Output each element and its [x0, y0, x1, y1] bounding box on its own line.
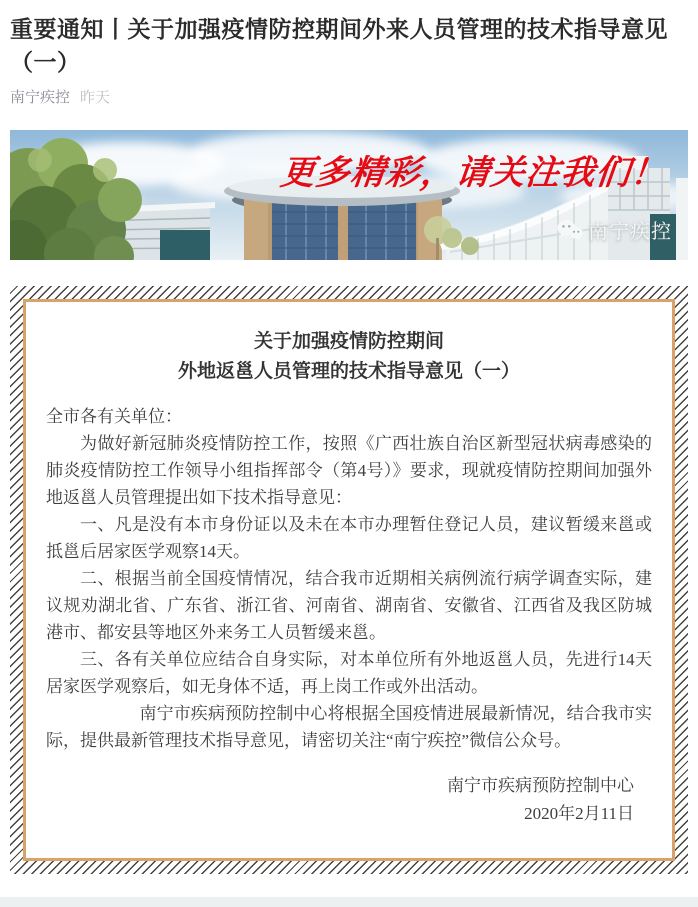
notice-title-line1: 关于加强疫情防控期间	[253, 331, 444, 353]
banner-slogan: 更多精彩，请关注我们！	[278, 154, 668, 193]
notice-paragraph: 为做好新冠肺炎疫情防控工作，按照《广西壮族自治区新型冠状病毒感染的肺炎疫情防控工作领导小组指挥部令（第4号）》要求，现就疫情防控期间加强外地返邕人员管理提出如下技术指导意见：	[46, 434, 652, 508]
notice-paragraph: 二、根据当前全国疫情情况，结合我市近期相关病例流行病学调查实际，建议规劝湖北省、广东省、浙江省、河南省、湖南省、安徽省、江西省及我区防城港市、都安县等地区外来务工人员暂缓来邕。	[46, 569, 652, 643]
notice-document	[23, 299, 675, 861]
article-title: 重要通知丨关于加强疫情防控期间外来人员管理的技术指导意见（一）	[10, 16, 668, 75]
banner-image	[10, 130, 688, 260]
account-name-link[interactable]: 南宁疾控	[10, 89, 71, 107]
banner-watermark	[557, 215, 672, 244]
notice-sign-date: 2020年2月11日	[524, 804, 634, 824]
page-bottom-strip	[0, 897, 698, 907]
banner-watermark-text: 南宁疾控	[588, 221, 672, 244]
publish-time: 昨天	[80, 89, 111, 107]
notice-signature-block	[46, 772, 652, 828]
notice-paragraph: 一、凡是没有本市身份证以及未在本市办理暂住登记人员，建议暂缓来邕或抵邕后居家医学观察14天。	[46, 515, 652, 562]
notice-title-line2: 外地返邕人员管理的技术指导意见（一）	[177, 361, 520, 383]
notice-signature: 南宁市疾病预防控制中心	[447, 776, 634, 796]
article-meta	[0, 89, 698, 107]
notice-paragraph: 南宁市疾病预防控制中心将根据全国疫情进展最新情况，结合我市实际，提供最新管理技术指导意见，请密切关注“南宁疾控”微信公众号。	[46, 704, 652, 751]
notice-salutation: 全市各有关单位：	[46, 407, 182, 427]
notice-card-hatched-border	[10, 286, 688, 874]
wechat-icon	[557, 219, 583, 241]
notice-paragraph: 三、各有关单位应结合自身实际，对本单位所有外地返邕人员，先进行14天居家医学观察后，如无身体不适，再上岗工作或外出活动。	[46, 650, 652, 697]
